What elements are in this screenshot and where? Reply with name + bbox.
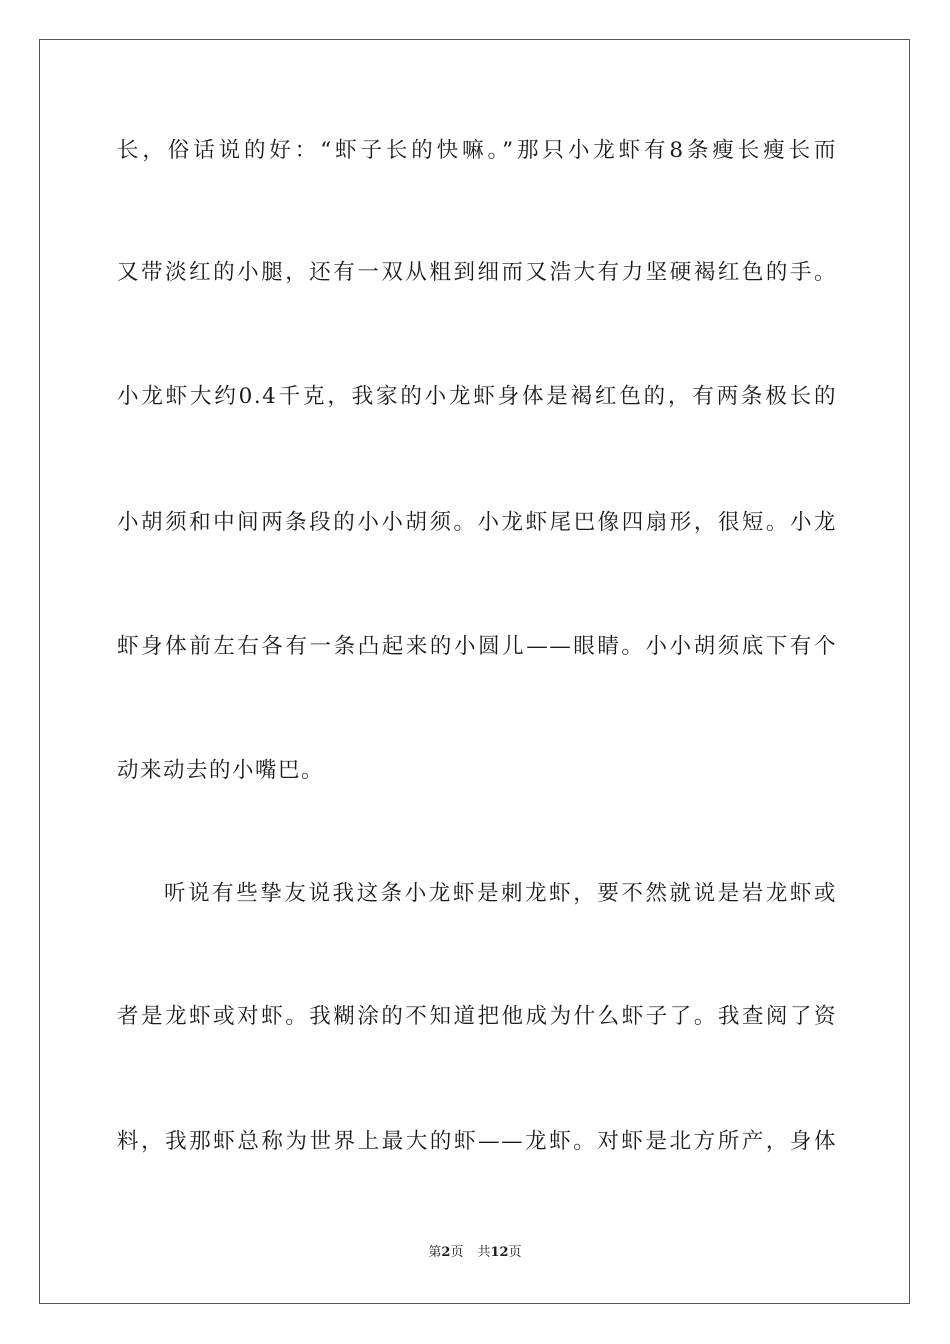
page-number: 2 <box>441 1245 451 1260</box>
page-prefix: 第 <box>428 1245 442 1260</box>
text-line: 者是龙虾或对虾。我糊涂的不知道把他成为什么虾子了。我查阅了资 <box>117 1004 837 1029</box>
text-line: 长，俗话说的好：“虾子长的快嘛。”那只小龙虾有8条瘦长瘦长而 <box>117 138 837 163</box>
text-line: 料，我那虾总称为世界上最大的虾——龙虾。对虾是北方所产，身体 <box>117 1129 837 1154</box>
page-suffix: 页 <box>450 1245 464 1260</box>
page-footer <box>0 1244 950 1262</box>
text-line-last: 动来动去的小嘴巴。 <box>117 758 325 783</box>
paragraph-first-line: 听说有些挚友说我这条小龙虾是刺龙虾，要不然就说是岩龙虾或 <box>164 881 837 906</box>
text-line: 虾身体前左右各有一条凸起来的小圆儿——眼睛。小小胡须底下有个 <box>117 634 837 659</box>
total-pages: 12 <box>490 1245 509 1260</box>
text-line: 小龙虾大约0.4千克，我家的小龙虾身体是褐红色的，有两条极长的 <box>117 384 837 409</box>
total-suffix: 页 <box>508 1245 522 1260</box>
text-line: 又带淡红的小腿，还有一双从粗到细而又浩大有力坚硬褐红色的手。 <box>117 260 837 285</box>
text-line: 小胡须和中间两条段的小小胡须。小龙虾尾巴像四扇形，很短。小龙 <box>117 510 837 535</box>
page-border <box>39 39 910 1304</box>
total-prefix: 共 <box>477 1245 491 1260</box>
